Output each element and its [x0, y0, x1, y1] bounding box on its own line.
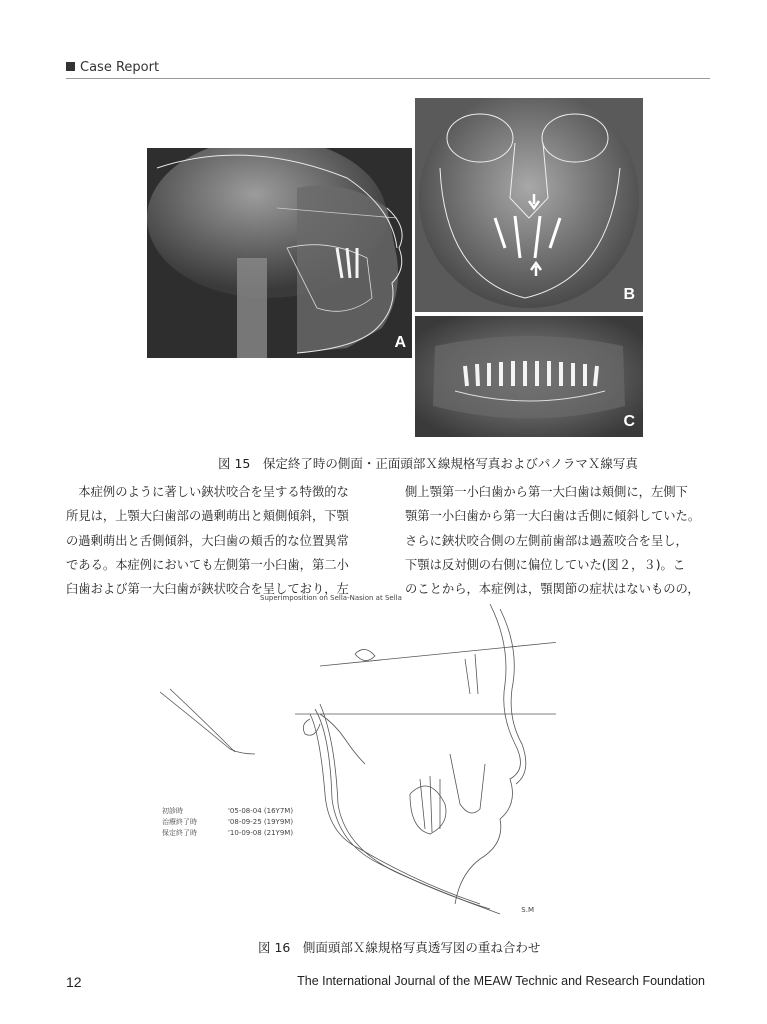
panel-label-b: B	[623, 286, 635, 303]
figure16-tracing	[160, 594, 556, 922]
section-label: Case Report	[66, 60, 159, 75]
figure15-panel-b-frontal-ceph	[415, 98, 643, 312]
patient-initials: S.M	[521, 906, 534, 914]
figure15-caption: 図 15 保定終了時の側面・正面頭部Ｘ線規格写真およびパノラマＸ線写真	[218, 456, 638, 471]
figure16-title: Superimposition on Sella-Nasion at Sella	[260, 594, 402, 602]
body-text-right-column: 側上顎第一小臼歯から第一大臼歯は頬側に，左側下 顎第一小臼歯から第一大臼歯は舌側に傾斜していた。 さらに鋏状咬合側の左側前歯部は過蓋咬合を呈し， 下顎は反対側の右側に偏位していた(図２，３)。こ のことから，本症例は，顎関節の症状はないものの，	[405, 485, 701, 597]
body-text-left-column: 本症例のように著しい鋏状咬合を呈する特徴的な 所見は，上顎大臼歯部の過剰萌出と頬側傾斜，下顎 の過剰萌出と舌側傾斜，大臼歯の頬舌的な位置異常 である。本症例においても左側第一小臼歯，第二小 臼歯および第一大臼歯が鋏状咬合を呈しており，左	[66, 485, 349, 597]
legend-row-initial: 初診時 '05-08-04 (16Y7M)	[162, 807, 294, 815]
journal-name: The International Journal of the MEAW Technic and Research Foundation	[297, 974, 705, 988]
panel-label-c: C	[623, 413, 635, 430]
tracing-lines	[160, 604, 556, 922]
legend-row-treatment-end: 治療終了時 '08-09-25 (19Y9M)	[162, 818, 294, 826]
square-bullet-icon	[66, 62, 75, 71]
header-rule	[66, 78, 710, 79]
figure16-caption: 図 16 側面頭部Ｘ線規格写真透写図の重ね合わせ	[258, 940, 541, 955]
panel-label-a: A	[394, 334, 406, 351]
figure15-panel-a-lateral-ceph	[147, 148, 412, 358]
page-number: 12	[66, 974, 82, 990]
legend-row-retention-end: 保定終了時 '10-09-08 (21Y9M)	[162, 829, 294, 837]
figure15-panel-c-panoramic	[415, 316, 643, 437]
